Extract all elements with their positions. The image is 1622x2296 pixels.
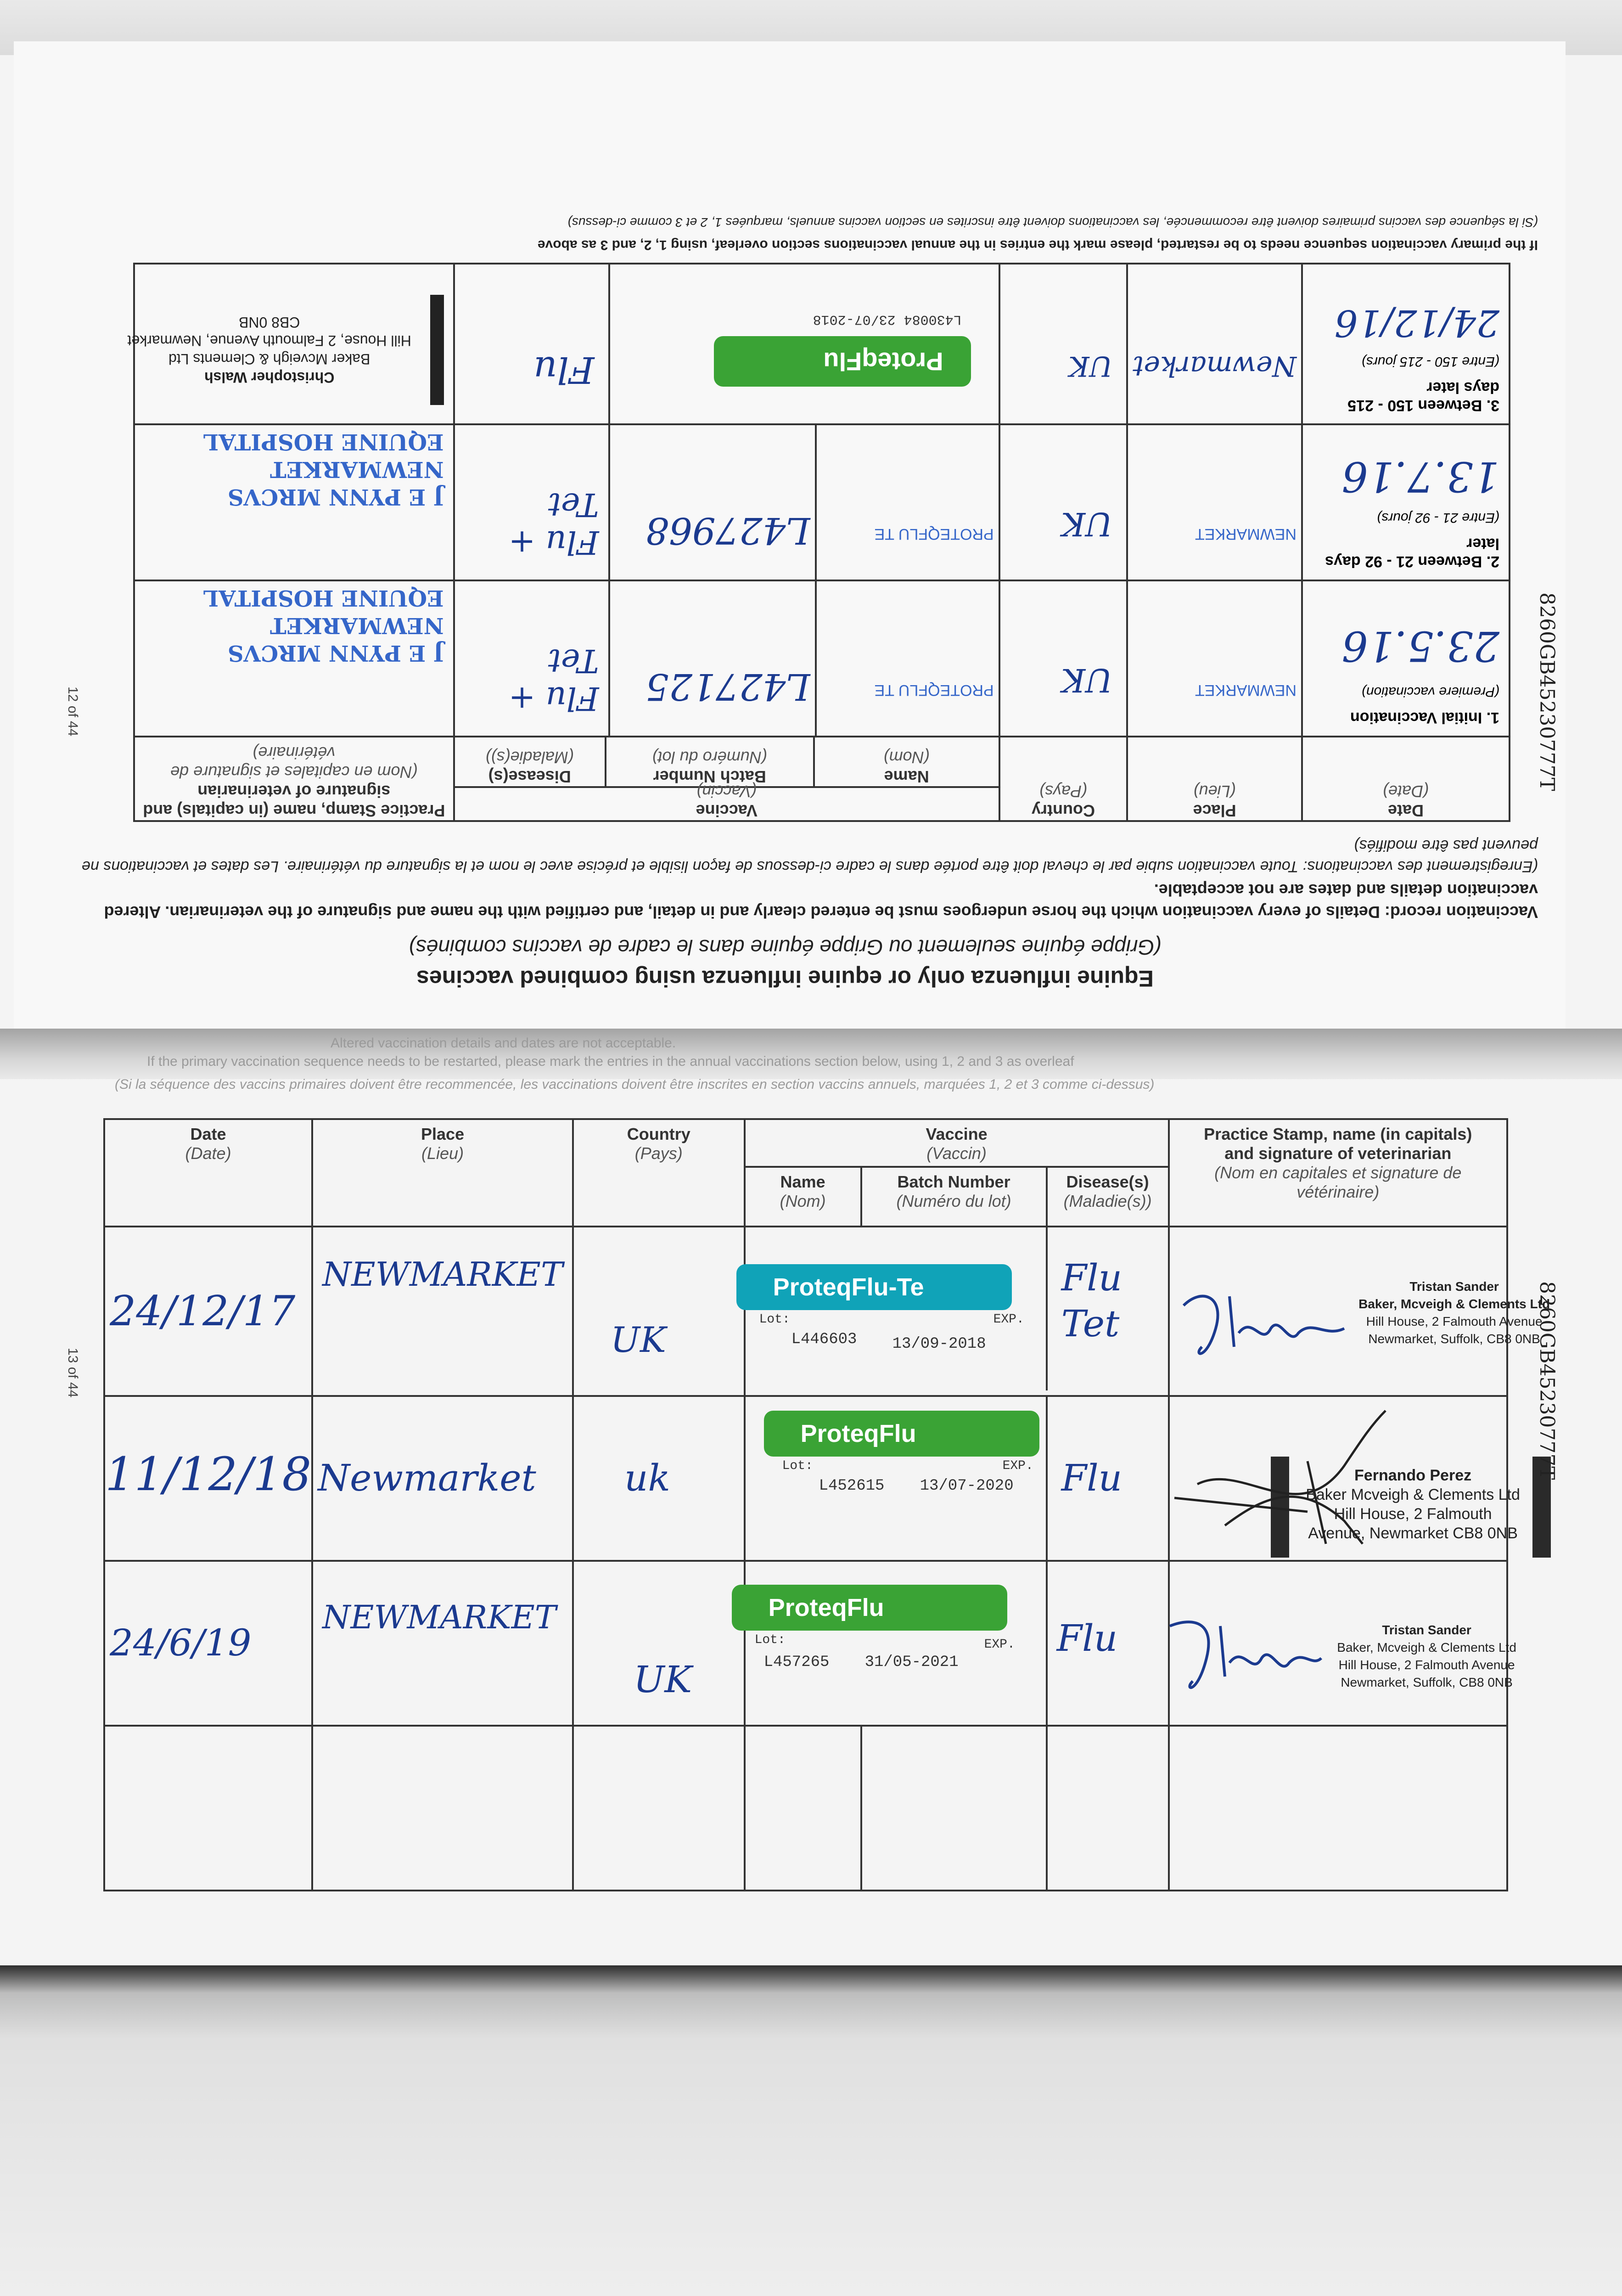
lower-faint-line-3: (Si la séquence des vaccins primaires doivent être recommencée, les vaccinations doivent être inscrites en section vaccins annuels, marquées 1, 2 et 3 comme ci-dessus) <box>115 1077 1155 1092</box>
upper-title: Equine influenza only or equine influenza using combined vaccines <box>416 966 1154 991</box>
upper-restart-note: If the primary vaccination sequence needs to be restarted, please mark the entries in the annual vaccinations section overleaf, using 1, 2, and 3 as above <box>537 237 1538 253</box>
table-row <box>104 1561 1507 1726</box>
lower-header-disease: Disease(s) (Maladie(s)) <box>1063 1172 1152 1210</box>
upper-record-note-fr: (Enregistrement des vaccinations: Toute vaccination subie par le cheval doit être portée dans le cadre ci-dessous de façon lisible et précise avec le nom et la signature du vétérinaire. Les dates et vaccinations ne peuvent pas être modifiés) <box>82 837 1538 875</box>
lower-row3-stamp: Tristan Sander Baker, Mcveigh & Clements Ltd Hill House, 2 Falmouth Avenue Newmarket, Suffolk, CB8 0NB <box>1169 1561 1507 1726</box>
lower-row2-country: uk <box>624 1457 670 1499</box>
upper-header-place: Place (Lieu) <box>1127 737 1302 821</box>
upper-header-country: Country (Pays) <box>999 737 1128 821</box>
upper-page-rotated <box>14 41 1566 1029</box>
lower-row3-exp: 31/05-2021 <box>864 1654 959 1671</box>
table-row <box>134 424 1510 580</box>
lower-row1-disease: Flu Tet <box>1061 1256 1122 1345</box>
scan-bottom-shadow <box>0 1965 1622 2296</box>
lower-row1-place: NEWMARKET <box>322 1255 563 1294</box>
upper-header-name: Name (Nom) <box>813 737 999 786</box>
upper-restart-note-fr: (Si la séquence des vaccins primaires doivent être recommencée, les vaccinations doivent être inscrites en section vaccins annuels, marquées 1, 2 et 3 comme ci-dessus) <box>567 215 1538 230</box>
upper-record-note: Vaccination record: Details of every vaccination which the horse undergoes must be entered clearly and in detail, and certified with the name and signature of the veterinarian. Altered vaccination details and dates are not acceptable. <box>104 881 1538 922</box>
lower-row1-stamp: Tristan Sander Baker, Mcveigh & Clements Ltd Hill House, 2 Falmouth Avenue Newmarket, Suffolk, CB8 0NB <box>1169 1227 1507 1396</box>
lower-row2-disease: Flu <box>1061 1457 1122 1499</box>
upper-header-vaccine: Vaccine (Vaccin) Name (Nom) Batch Number (Numéro du lot) Disease(s) (Maladie(s)) <box>454 737 999 821</box>
upper-header-stamp: Practice Stamp, name (in capitals) and signature of veterinarian (Nom en capitales et signature de vétérinaire) <box>134 737 454 821</box>
lower-header-stamp: Practice Stamp, name (in capitals) and signature of veterinarian (Nom en capitales et signature de vétérinaire) <box>1169 1119 1507 1227</box>
signature-icon <box>1174 1278 1349 1370</box>
upper-title-fr: (Grippe équine seulement ou Grippe équine dans le cadre de vaccins combinés) <box>409 935 1162 959</box>
lower-row1-exp: 13/09-2018 <box>892 1335 986 1353</box>
lower-row3-country: UK <box>634 1658 692 1701</box>
proteqflu-label: ProteqFlu <box>714 336 971 387</box>
upper-page-number: 12 of 44 <box>65 687 80 737</box>
upper-row1-country: UK <box>1061 661 1113 699</box>
lower-side-code: 8260GB45230777T <box>1535 1281 1559 1480</box>
lower-row2-date: 11/12/18 <box>105 1447 312 1501</box>
upper-row1-batch: L427125 <box>608 581 815 736</box>
upper-row2-batch: L427968 <box>608 425 815 580</box>
lower-row3-lot: L457265 <box>763 1654 830 1671</box>
upper-row2-country: UK <box>1061 505 1113 543</box>
proteqflu-label: ProteqFlu <box>732 1585 1007 1631</box>
upper-row3-stamp: Christopher Walsh Baker Mcveigh & Clements Ltd Hill House, 2 Falmouth Avenue, Newmarket CB8 0NB <box>134 264 454 424</box>
upper-row1-date: 1. Initial Vaccination (Premiere vaccination) 23.5.16 <box>1302 580 1510 737</box>
upper-row3-place: Newmarket <box>1133 350 1296 382</box>
upper-side-code: 8260GB45230777T <box>1535 592 1559 791</box>
table-row <box>134 264 1510 424</box>
lower-header-place: Place (Lieu) <box>312 1119 573 1227</box>
lower-faint-line-2: If the primary vaccination sequence needs to be restarted, please mark the entries in the annual vaccinations section below, using 1, 2 and 3 as overleaf <box>147 1054 1074 1069</box>
proteqflu-label: ProteqFlu <box>764 1411 1039 1457</box>
upper-row2-date: 2. Between 21 - 92 days later (Entre 21 - 92 jours) 13.7.16 <box>1302 424 1510 580</box>
lower-row2-stamp: Fernando Perez Baker Mcveigh & Clements Ltd Hill House, 2 Falmouth Avenue, Newmarket CB8 0NB <box>1169 1396 1507 1561</box>
lower-header-date: Date (Date) <box>104 1119 312 1227</box>
lower-header-country: Country (Pays) <box>573 1119 745 1227</box>
upper-row3-disease: Flu <box>533 349 595 391</box>
upper-row1-name: PROTEQFLU TE <box>815 581 999 736</box>
lower-page-number: 13 of 44 <box>65 1348 80 1398</box>
lower-row1-vaccine-label: ProteqFlu-Te Lot: EXP. L446603 13/09-2018 <box>746 1227 1048 1390</box>
table-row <box>104 1396 1507 1561</box>
upper-row3-batch: L430084 23/07-2018 <box>813 311 962 327</box>
lower-row3-disease: Flu <box>1056 1617 1118 1660</box>
upper-row1-disease: Flu + Tet <box>508 642 599 717</box>
upper-row2-place: NEWMARKET <box>1195 525 1296 543</box>
lower-row3-place: NEWMARKET <box>322 1598 556 1636</box>
lower-row2-exp: 13/07-2020 <box>920 1477 1014 1495</box>
lower-faint-line-1: Altered vaccination details and dates are not acceptable. <box>331 1035 676 1051</box>
table-row-empty <box>104 1726 1507 1891</box>
lower-header-name: Name (Nom) <box>746 1168 862 1226</box>
upper-header-date: Date (Date) <box>1302 737 1510 821</box>
lower-row2-vaccine-label: ProteqFlu Lot: EXP. L452615 13/07-2020 <box>746 1397 1048 1560</box>
lower-row1-date: 24/12/17 <box>110 1287 296 1335</box>
lower-header-batch: Batch Number (Numéro du lot) <box>862 1168 1048 1226</box>
upper-header-batch: Batch Number (Numéro du lot) <box>605 737 813 786</box>
upper-row3-country: UK <box>1068 350 1113 382</box>
upper-row2-stamp: J E PYNN MRCVS NEWMARKET EQUINE HOSPITAL <box>134 424 454 580</box>
upper-vaccination-table <box>127 263 1510 822</box>
lower-row2-lot: L452615 <box>819 1477 885 1495</box>
lower-row3-vaccine-label: ProteqFlu Lot: EXP. L457265 31/05-2021 <box>746 1562 1048 1725</box>
lower-row1-lot: L446603 <box>791 1331 857 1348</box>
upper-row2-disease: Flu + Tet <box>508 486 599 561</box>
upper-row2-name: PROTEQFLU TE <box>815 425 999 580</box>
upper-row1-place: NEWMARKET <box>1195 681 1296 699</box>
upper-row1-stamp: J E PYNN MRCVS NEWMARKET EQUINE HOSPITAL <box>134 580 454 737</box>
upper-row3-vaccine-label <box>608 264 999 423</box>
lower-row3-date: 24/6/19 <box>110 1621 252 1664</box>
proteqflu-te-label: ProteqFlu-Te <box>736 1264 1012 1310</box>
lower-header-vaccine: Vaccine (Vaccin) Name (Nom) Batch Number (Numéro du lot) Disease(s) (Maladie(s)) <box>745 1119 1169 1227</box>
upper-row3-date: 3. Between 150 - 215 days later (Entre 150 - 215 jours) 24/12/16 <box>1302 264 1510 424</box>
upper-header-disease: Disease(s) (Maladie(s)) <box>485 748 574 786</box>
lower-row1-country: UK <box>611 1319 666 1360</box>
lower-row2-place: Newmarket <box>318 1457 536 1499</box>
table-row <box>104 1227 1507 1396</box>
table-row <box>134 580 1510 737</box>
